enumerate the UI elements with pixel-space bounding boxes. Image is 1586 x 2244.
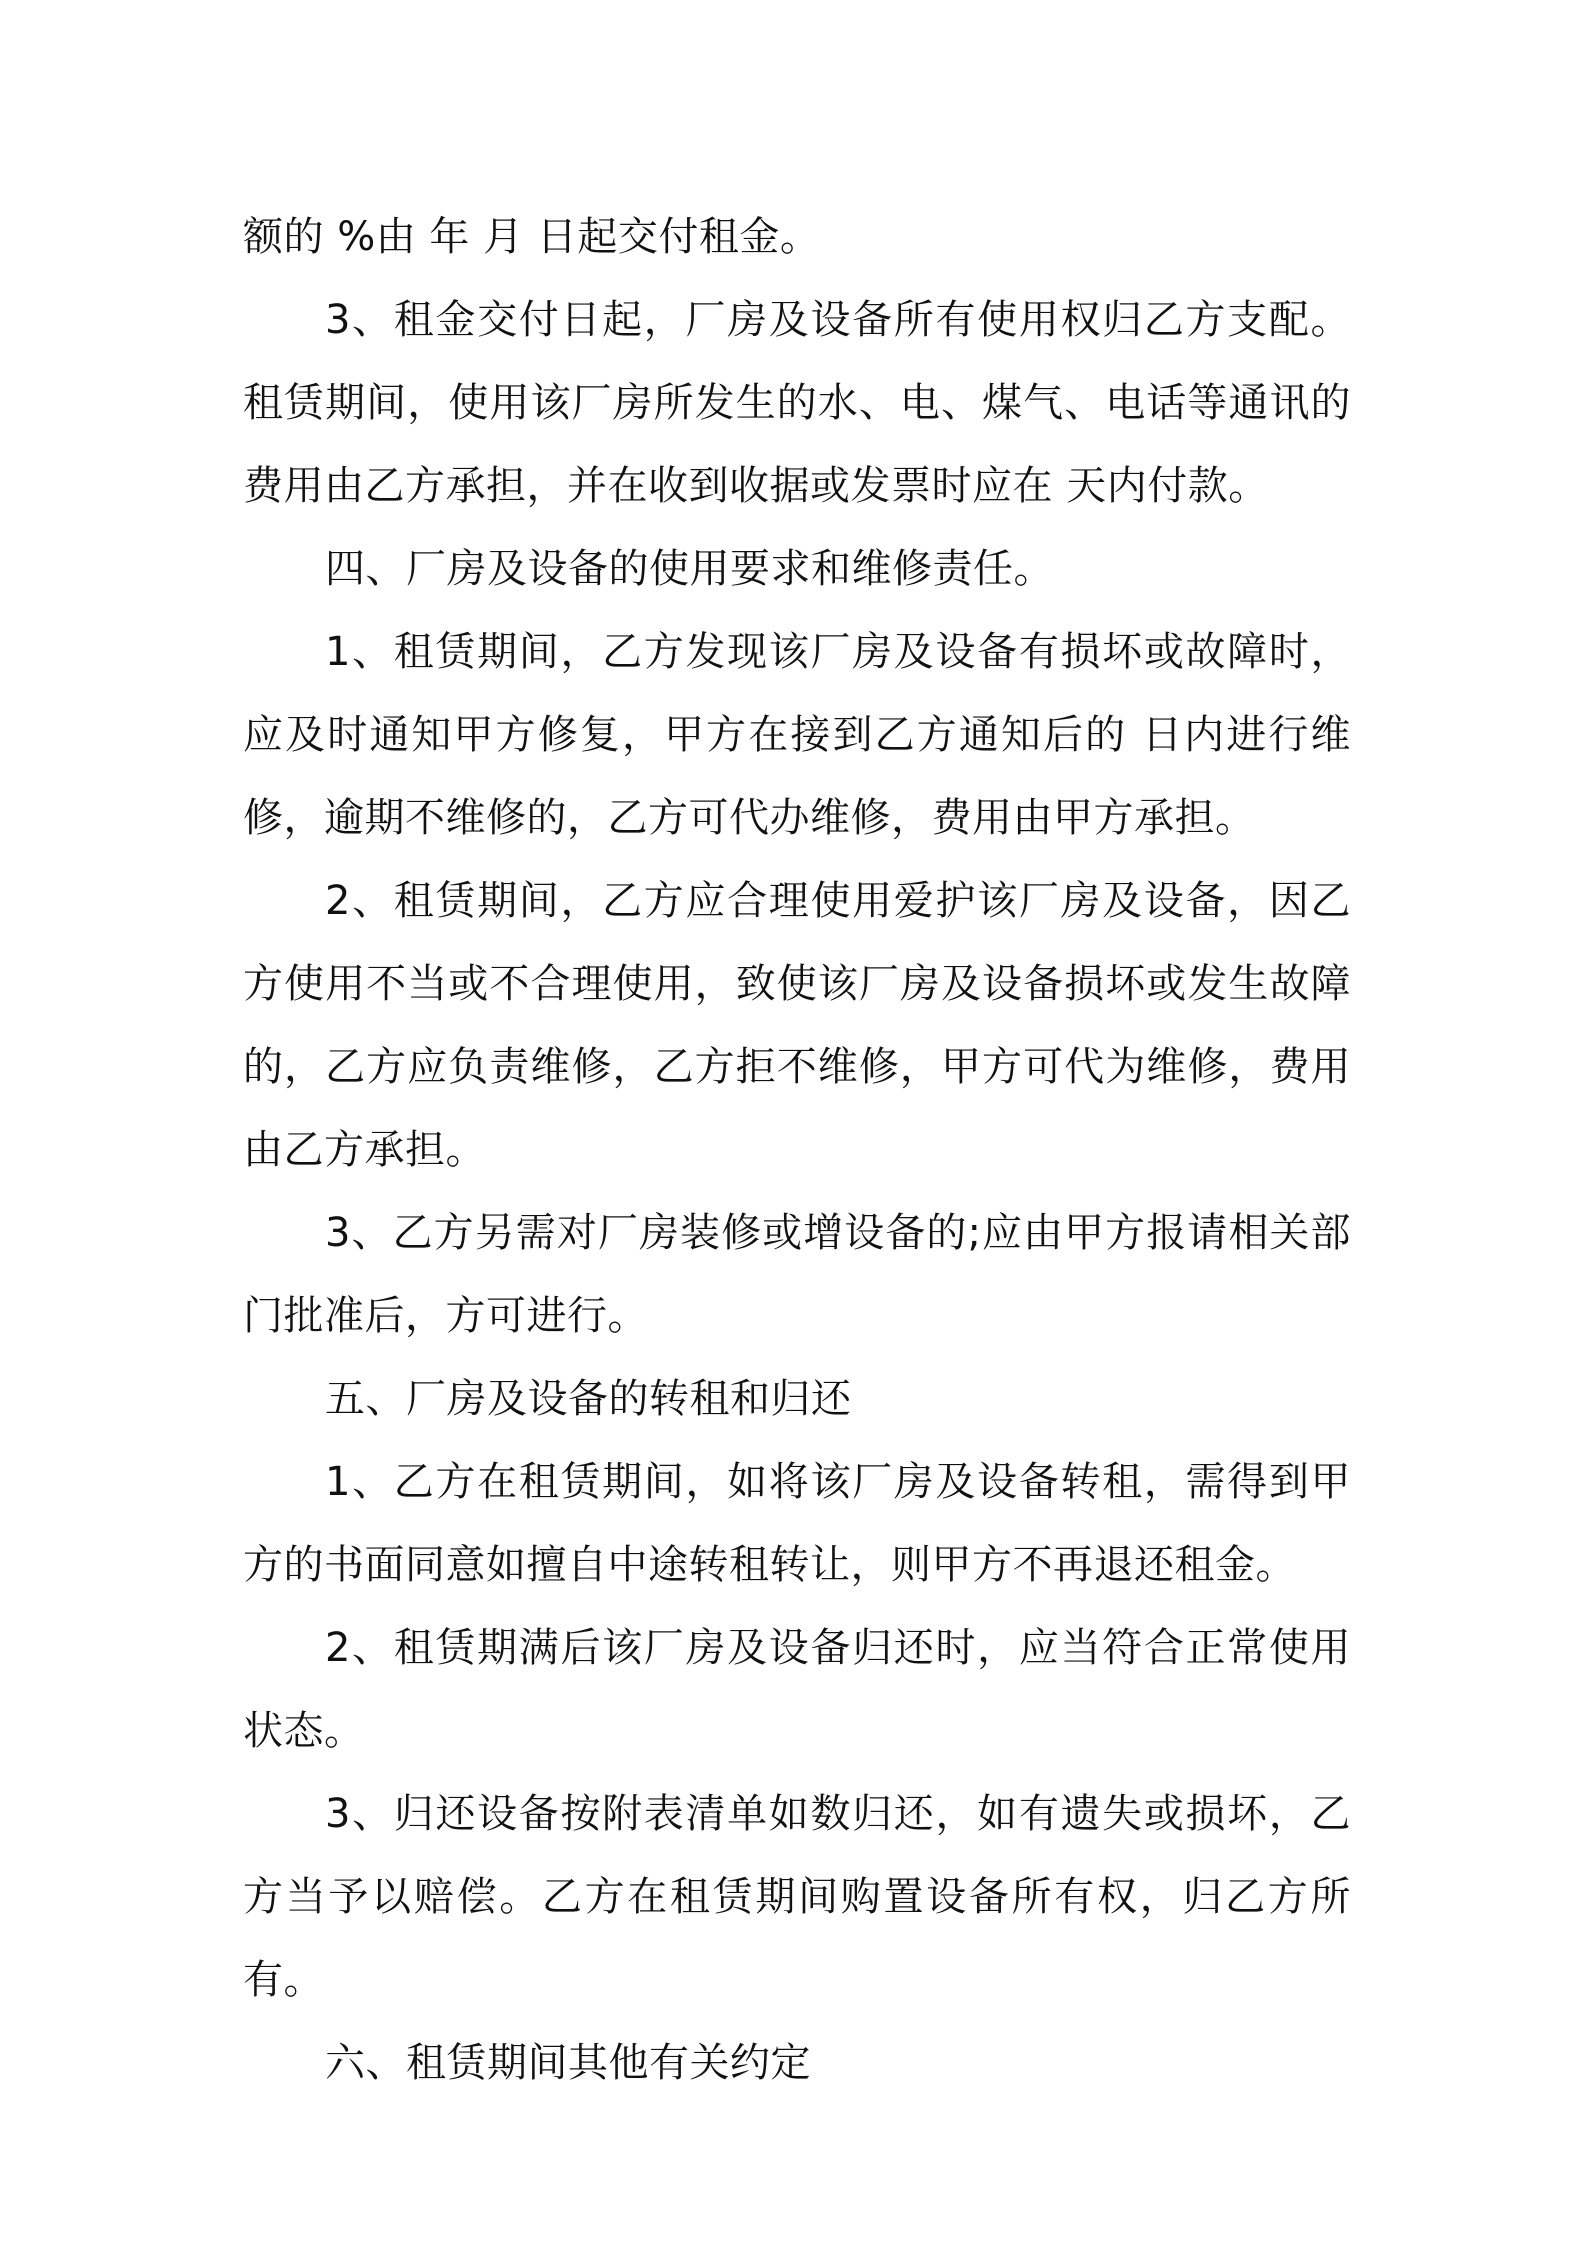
paragraph-maintenance-1: 1、租赁期间，乙方发现该厂房及设备有损坏或故障时，应及时通知甲方修复，甲方在接到乙方通知后的 日内进行维修，逾期不维修的，乙方可代办维修，费用由甲方承担。 [243, 629, 1351, 841]
paragraph-sublease-1: 1、乙方在租赁期间，如将该厂房及设备转租，需得到甲方的书面同意如擅自中途转租转让，则甲方不再退还租金。 [243, 1459, 1351, 1588]
paragraph-maintenance-3: 3、乙方另需对厂房装修或增设备的;应由甲方报请相关部门批准后，方可进行。 [243, 1210, 1351, 1339]
paragraph-rent-start: 额的 %由 年 月 日起交付租金。 [243, 214, 821, 260]
contract-body [243, 196, 1351, 2105]
paragraph-usage-rights: 3、租金交付日起，厂房及设备所有使用权归乙方支配。租赁期间，使用该厂房所发生的水、电、煤气、电话等通讯的费用由乙方承担，并在收到收据或发票时应在 天内付款。 [243, 297, 1351, 509]
section-heading-maintenance: 四、厂房及设备的使用要求和维修责任。 [325, 546, 1054, 592]
paragraph-sublease-3: 3、归还设备按附表清单如数归还，如有遗失或损坏，乙方当予以赔偿。乙方在租赁期间购置设备所有权，归乙方所有。 [243, 1791, 1351, 2003]
paragraph-maintenance-2: 2、租赁期间，乙方应合理使用爱护该厂房及设备，因乙方使用不当或不合理使用，致使该厂房及设备损坏或发生故障的，乙方应负责维修，乙方拒不维修，甲方可代为维修，费用由乙方承担。 [243, 878, 1351, 1173]
section-heading-sublease: 五、厂房及设备的转租和归还 [325, 1376, 852, 1422]
paragraph-sublease-2: 2、租赁期满后该厂房及设备归还时，应当符合正常使用状态。 [243, 1625, 1351, 1754]
section-heading-other: 六、租赁期间其他有关约定 [325, 2040, 811, 2086]
